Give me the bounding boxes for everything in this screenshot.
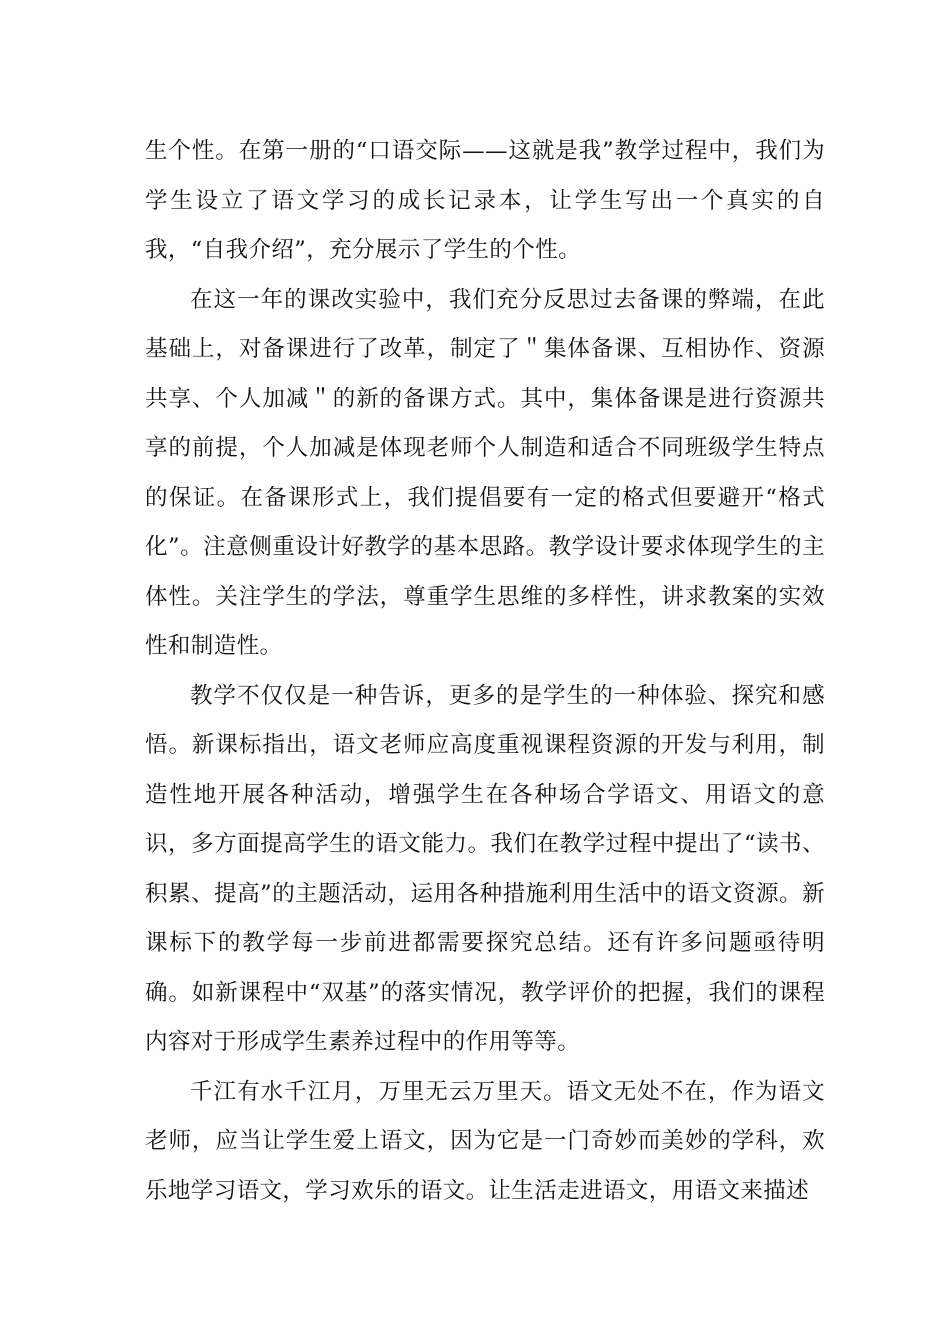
paragraph-1: 生个性。在第一册的“口语交际——这就是我”教学过程中，我们为学生设立了语文学习的成长记录本，让学生写出一个真实的自我，“自我介绍”，充分展示了学生的个性。 bbox=[145, 138, 825, 263]
paragraph-4: 千江有水千江月，万里无云万里天。语文无处不在，作为语文老师，应当让学生爱上语文，因为它是一门奇妙而美妙的学科，欢乐地学习语文，学习欢乐的语文。让生活走进语文，用语文来描述 bbox=[145, 1078, 825, 1204]
paragraph-3: 教学不仅仅是一种告诉，更多的是学生的一种体验、探究和感悟。新课标指出，语文老师应高度重视课程资源的开发与利用，制造性地开展各种活动，增强学生在各种场合学语文、用语文的意识，多方面提高学生的语文能力。我们在教学过程中提出了“读书、积累、提高”的主题活动，运用各种措施利用生活中的语文资源。新课标下的教学每一步前进都需要探究总结。还有许多问题亟待明确。如新课程中“双基”的落实情况，教学评价的把握，我们的课程内容对于形成学生素养过程中的作用等等。 bbox=[145, 682, 825, 1055]
paragraph-2: 在这一年的课改实验中，我们充分反思过去备课的弊端，在此基础上，对备课进行了改革，制定了＂集体备课、互相协作、资源共享、个人加减＂的新的备课方式。其中，集体备课是进行资源共享的前提，个人加减是体现老师个人制造和适合不同班级学生特点的保证。在备课形式上，我们提倡要有一定的格式但要避开“格式化”。注意侧重设计好教学的基本思路。教学设计要求体现学生的主体性。关注学生的学法，尊重学生思维的多样性，讲求教案的实效性和制造性。 bbox=[145, 286, 825, 659]
document-body bbox=[145, 127, 825, 1216]
